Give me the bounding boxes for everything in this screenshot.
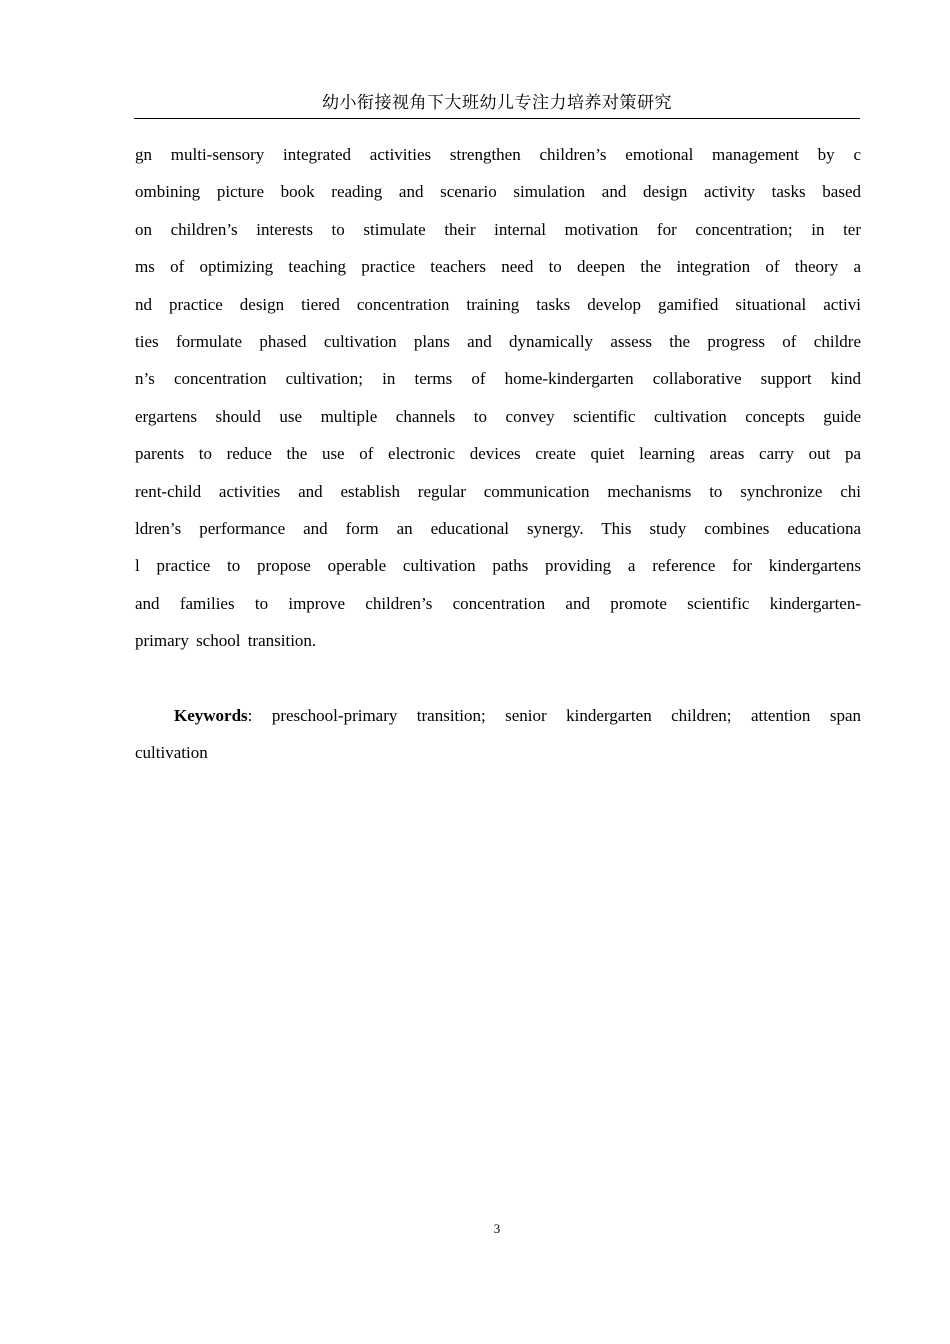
keywords-continuation: cultivation — [135, 743, 208, 763]
keywords-block — [135, 703, 861, 778]
paragraph-line: gn multi-sensory integrated activities strengthen children’s emotional management by c — [135, 145, 861, 164]
abstract-paragraph — [135, 142, 861, 665]
paragraph-line: ldren’s performance and form an educational synergy. This study combines educationa — [135, 518, 861, 538]
paragraph-line: parents to reduce the use of electronic devices create quiet learning areas carry out pa — [135, 444, 861, 464]
running-header-title: 幼小衔接视角下大班幼儿专注力培养对策研究 — [322, 93, 672, 113]
paragraph-line: l practice to propose operable cultivation paths providing a reference for kindergartens — [135, 556, 861, 576]
paragraph-line: rent-child activities and establish regular communication mechanisms to synchronize chi — [135, 481, 861, 501]
paragraph-line: ms of optimizing teaching practice teachers need to deepen the integration of theory a — [135, 257, 861, 277]
paragraph-line: n’s concentration cultivation; in terms of home-kindergarten collaborative support kind — [135, 369, 861, 389]
paragraph-line: nd practice design tiered concentration training tasks develop gamified situational activi — [135, 294, 861, 314]
keywords-label: Keywords — [174, 706, 248, 725]
keywords-separator: : — [247, 706, 253, 725]
paragraph-line: primary school transition. — [135, 631, 317, 651]
keywords-line — [135, 703, 861, 740]
paragraph-line: ombining picture book reading and scenario simulation and design activity tasks based — [135, 182, 861, 202]
keywords-text: preschool-primary transition; senior kindergarten children; attention span — [252, 706, 861, 725]
header-divider — [134, 118, 860, 119]
paragraph-line: and families to improve children’s concentration and promote scientific kindergarten- — [135, 593, 861, 613]
paragraph-line: ergartens should use multiple channels to convey scientific cultivation concepts guide — [135, 406, 861, 426]
paragraph-line: on children’s interests to stimulate their internal motivation for concentration; in ter — [135, 219, 861, 239]
paragraph-line: ties formulate phased cultivation plans and dynamically assess the progress of childre — [135, 331, 861, 351]
page-number: 3 — [493, 1221, 501, 1236]
